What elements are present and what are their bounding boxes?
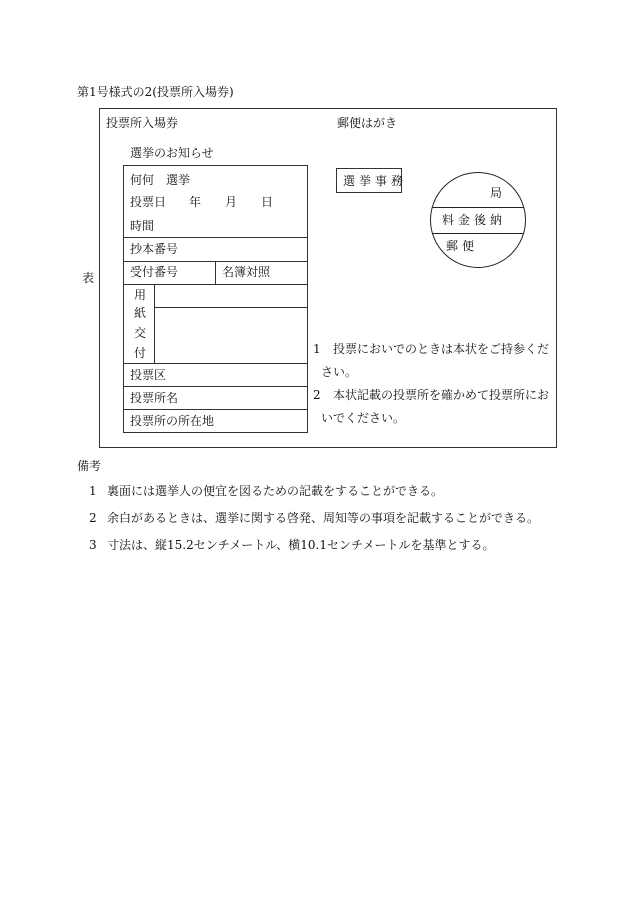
table-divider: [123, 409, 308, 410]
year-label: 年: [189, 195, 202, 209]
table-divider: [123, 237, 308, 238]
paper-issued-char: 交: [134, 326, 147, 340]
polling-place-name-label: 投票所名: [130, 391, 179, 405]
card-note-text: 本状記載の投票所を確かめて投票所にお: [333, 388, 550, 402]
remark-number: 2: [89, 511, 97, 525]
stamp-line: [431, 233, 525, 234]
stamp-station: 局: [490, 186, 503, 200]
remark-number: 3: [89, 538, 97, 552]
voting-date-label: 投票日: [130, 195, 167, 209]
reception-number-label: 受付番号: [130, 265, 179, 279]
remark-number: 1: [89, 484, 97, 498]
card-header-left: 投票所入場券: [106, 116, 179, 130]
remark-text: 余白があるときは、選挙に関する啓発、周知等の事項を記載することができる。: [107, 511, 540, 525]
remark-text: 裏面には選挙人の便宜を図るための記載をすることができる。: [107, 484, 444, 498]
paper-issued-char: 付: [134, 346, 147, 360]
form-title: 第1号様式の2(投票所入場券): [77, 85, 234, 99]
table-divider: [123, 284, 308, 285]
register-check-label: 名簿対照: [222, 265, 271, 279]
polling-place-location-label: 投票所の所在地: [130, 414, 215, 428]
card-note-number: 2: [313, 388, 321, 402]
side-label: 表: [82, 271, 95, 285]
day-label: 日: [261, 195, 274, 209]
sender-box-label: 選挙事務: [343, 174, 408, 188]
table-divider: [123, 386, 308, 387]
paper-issued-char: 用: [134, 288, 147, 302]
stamp-line: [431, 207, 525, 208]
table-divider: [154, 307, 308, 308]
table-divider: [123, 363, 308, 364]
card-note-text: 投票においでのときは本状をご持参くだ: [333, 342, 550, 356]
notice-title: 選挙のお知らせ: [130, 146, 214, 160]
extract-number-label: 抄本番号: [130, 242, 179, 256]
card-note-number: 1: [313, 342, 321, 356]
paper-issued-char: 紙: [134, 306, 147, 320]
stamp-mail: 郵便: [446, 239, 479, 253]
voting-district-label: 投票区: [130, 368, 167, 382]
election-name: 何何 選挙: [130, 173, 191, 187]
time-label: 時間: [130, 219, 155, 233]
table-divider: [215, 261, 216, 284]
card-header-right: 郵便はがき: [337, 116, 398, 130]
month-label: 月: [225, 195, 238, 209]
stamp-deferred-payment: 料金後納: [442, 213, 507, 227]
remarks-title: 備考: [77, 459, 102, 473]
card-note-text: いでください。: [321, 411, 406, 425]
card-note-text: さい。: [321, 365, 358, 379]
remark-text: 寸法は、縦15.2センチメートル、横10.1センチメートルを基準とする。: [107, 538, 495, 552]
table-divider: [154, 284, 155, 363]
